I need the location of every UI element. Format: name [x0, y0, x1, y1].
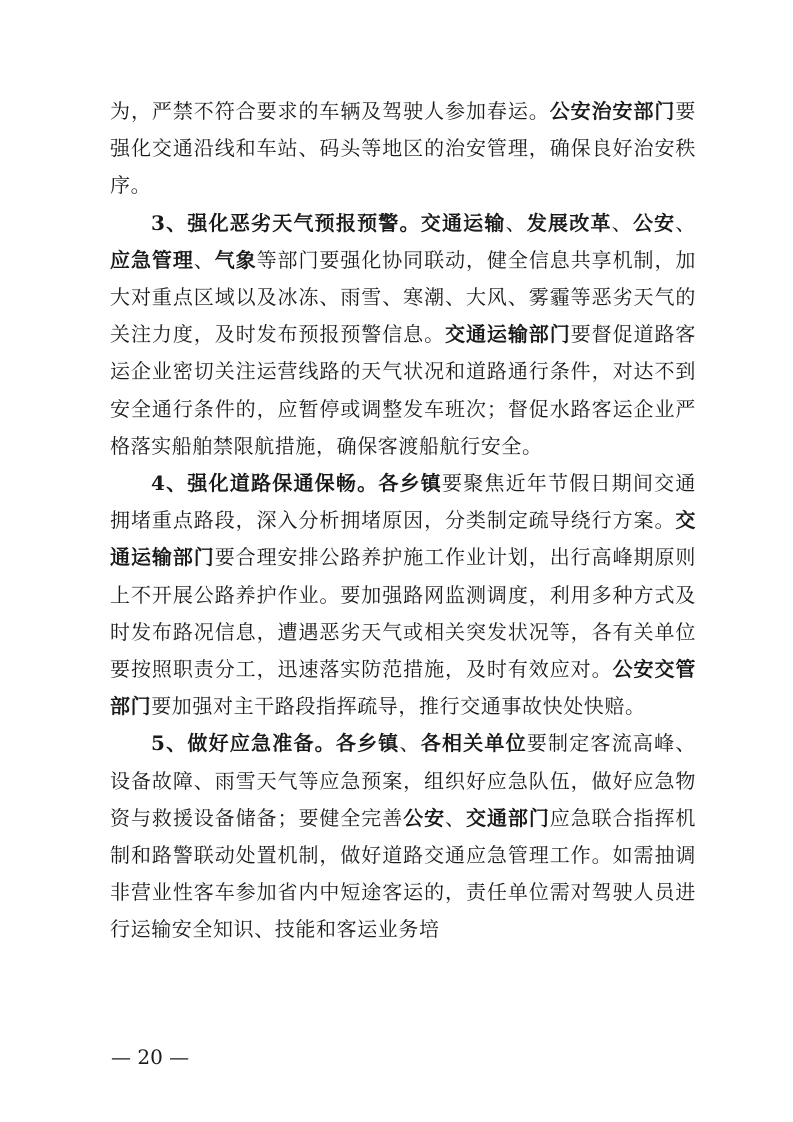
paragraph-emergency-prep — [110, 725, 696, 948]
bold-phrase: 公安 — [403, 805, 446, 830]
paragraph-road-traffic — [110, 465, 696, 725]
text-run: 、 — [193, 247, 215, 272]
bold-phrase: 应急管理 — [110, 247, 194, 272]
text-run: 、 — [399, 731, 421, 756]
bold-phrase: 公安 — [632, 210, 676, 235]
text-run: 、 — [611, 210, 633, 235]
bold-phrase: 5、做好应急准备。 — [151, 731, 336, 756]
bold-phrase: 各乡镇 — [378, 471, 442, 496]
bold-phrase: 气象 — [214, 247, 257, 272]
text-run: 、 — [675, 210, 696, 235]
text-run: 等部门要强化协同联动，健全信息共享机制，加大对重点区域以及冰冻、雨雪、寒潮、大风、雾霾等恶劣天气的关注力度，及时发布预报预警信息。 — [110, 247, 697, 347]
text-run: 要合理安排公路养护施工作业计划，出行高峰期原则上不开展公路养护作业。要加强路网监测调度，利用多种方式及时发布路况信息，遭遇恶劣天气或相关突发状况等，各有关单位要按照职责分工，迅速落实防范措施，及时有效应对。 — [110, 545, 696, 682]
text-run: 应急联合指挥机制和路警联动处置机制，做好道路交通应急管理工作。如需抽调非营业性客车参加省内中短途客运的，责任单位需对驾驶人员进行运输安全知识、技能和客运业务培 — [110, 805, 697, 942]
bold-phrase: 发展改革 — [526, 210, 612, 235]
text-run: 要督促道路客运企业密切关注运营线路的天气状况和道路通行条件，对达不到安全通行条件的，应暂停或调整发车班次；督促水路客运企业严格落实船舶禁限航措施，确保客渡船航行安全。 — [110, 322, 696, 458]
bold-phrase: 4、强化道路保通保畅。 — [151, 471, 379, 496]
page-number: — 20 — — [111, 1045, 190, 1069]
bold-phrase: 3、强化恶劣天气预报预警。 — [151, 210, 421, 235]
body-text — [110, 93, 696, 949]
bold-phrase: 公安交管部门 — [110, 657, 696, 719]
text-run: 、 — [505, 210, 527, 235]
paragraph-weather-warning — [110, 205, 696, 465]
bold-phrase: 交通运输 — [420, 210, 506, 235]
bold-phrase: 交通部门 — [466, 805, 550, 830]
text-run: 要制定客流高峰、设备故障、雨雪天气等应急预案，组织好应急队伍，做好应急物资与救援设备储备；要健全完善 — [110, 731, 696, 830]
text-run: 、 — [445, 805, 466, 830]
bold-phrase: 各相关单位 — [420, 731, 527, 756]
bold-phrase: 各乡镇 — [335, 731, 400, 756]
text-run: 要加强对主干路段指挥疏导，推行交通事故快处快赔。 — [151, 694, 646, 719]
bold-phrase: 公安治安部门 — [549, 99, 676, 123]
text-run: 要强化交通沿线和车站、码头等地区的治安管理，确保良好治安秩序。 — [110, 99, 696, 198]
text-run: 为，严禁不符合要求的车辆及驾驶人参加春运。 — [110, 99, 550, 123]
bold-phrase: 交通运输部门 — [445, 322, 571, 347]
bold-phrase: 交通运输部门 — [110, 508, 696, 570]
text-run: 要聚焦近年节假日期间交通拥堵重点路段，深入分析拥堵原因，分类制定疏导绕行方案。 — [110, 471, 696, 533]
paragraph-continuation — [110, 93, 696, 205]
